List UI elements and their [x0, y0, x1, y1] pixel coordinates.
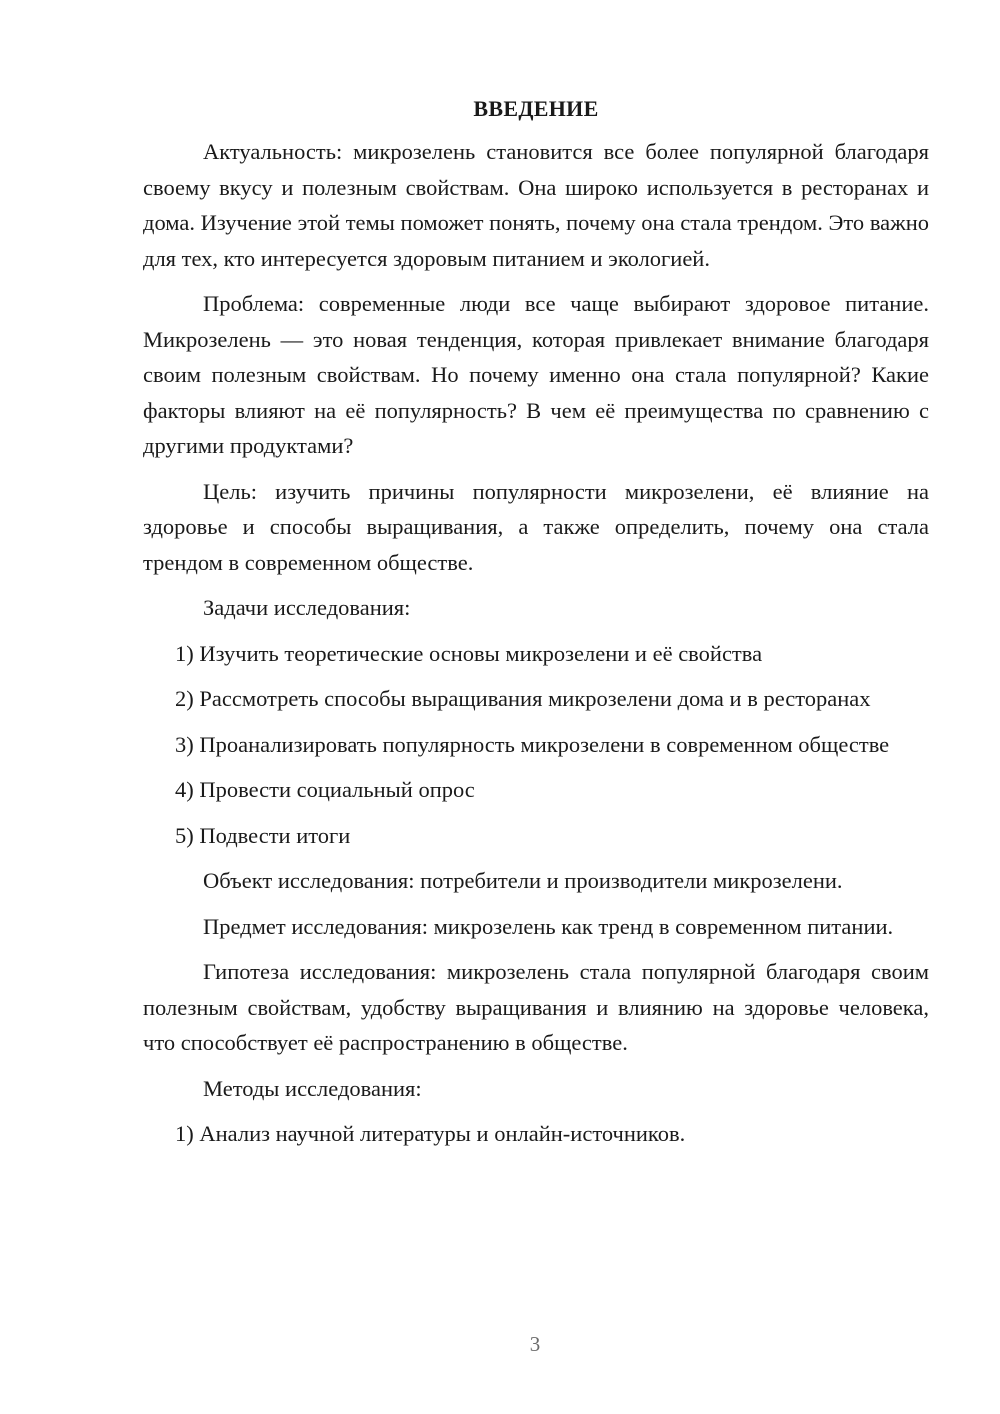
section-heading: ВВЕДЕНИЕ [473, 96, 599, 121]
method-item-1: 1) Анализ научной литературы и онлайн-источников. [175, 1121, 686, 1146]
paragraph-goal: Цель: изучить причины популярности микрозелени, её влияние на здоровье и способы выращивания, а также определить, почему она стала трендом в современном обществе. [143, 478, 929, 575]
task-item-3: 3) Проанализировать популярность микрозелени в современном обществе [175, 731, 890, 757]
paragraph-relevance: Актуальность: микрозелень становится все более популярной благодаря своему вкусу и полезным свойствам. Она широко используется в ресторанах и дома. Изучение этой темы поможет понять, почему она стала трендом. Это важно для тех, кто интересуется здоровым питанием и экологией. [143, 139, 929, 271]
task-item-1: 1) Изучить теоретические основы микрозелени и её свойства [175, 640, 763, 666]
page-content [143, 92, 929, 1152]
tasks-heading: Задачи исследования: [203, 595, 411, 620]
paragraph-hypothesis: Гипотеза исследования: микрозелень стала популярной благодаря своим полезным свойствам, удобству выращивания и влиянию на здоровье человека, что способствует её распространению в обществе. [143, 959, 929, 1055]
paragraph-problem: Проблема: современные люди все чаще выбирают здоровое питание. Микрозелень — это новая тенденция, которая привлекает внимание благодаря своим полезным свойствам. Но почему именно она стала популярной? Какие факторы влияют на её популярность? В чем её преимущества по сравнению с другими продуктами? [143, 291, 929, 458]
paragraph-object: Объект исследования: потребители и производители микрозелени. [203, 868, 843, 893]
task-item-4: 4) Провести социальный опрос [175, 777, 475, 802]
task-item-2: 2) Рассмотреть способы выращивания микрозелени дома и в ресторанах [175, 686, 871, 711]
page-number: 3 [529, 1332, 541, 1356]
task-item-5: 5) Подвести итоги [175, 822, 351, 848]
paragraph-subject: Предмет исследования: микрозелень как тренд в современном питании. [203, 913, 894, 939]
methods-heading: Методы исследования: [203, 1075, 422, 1101]
